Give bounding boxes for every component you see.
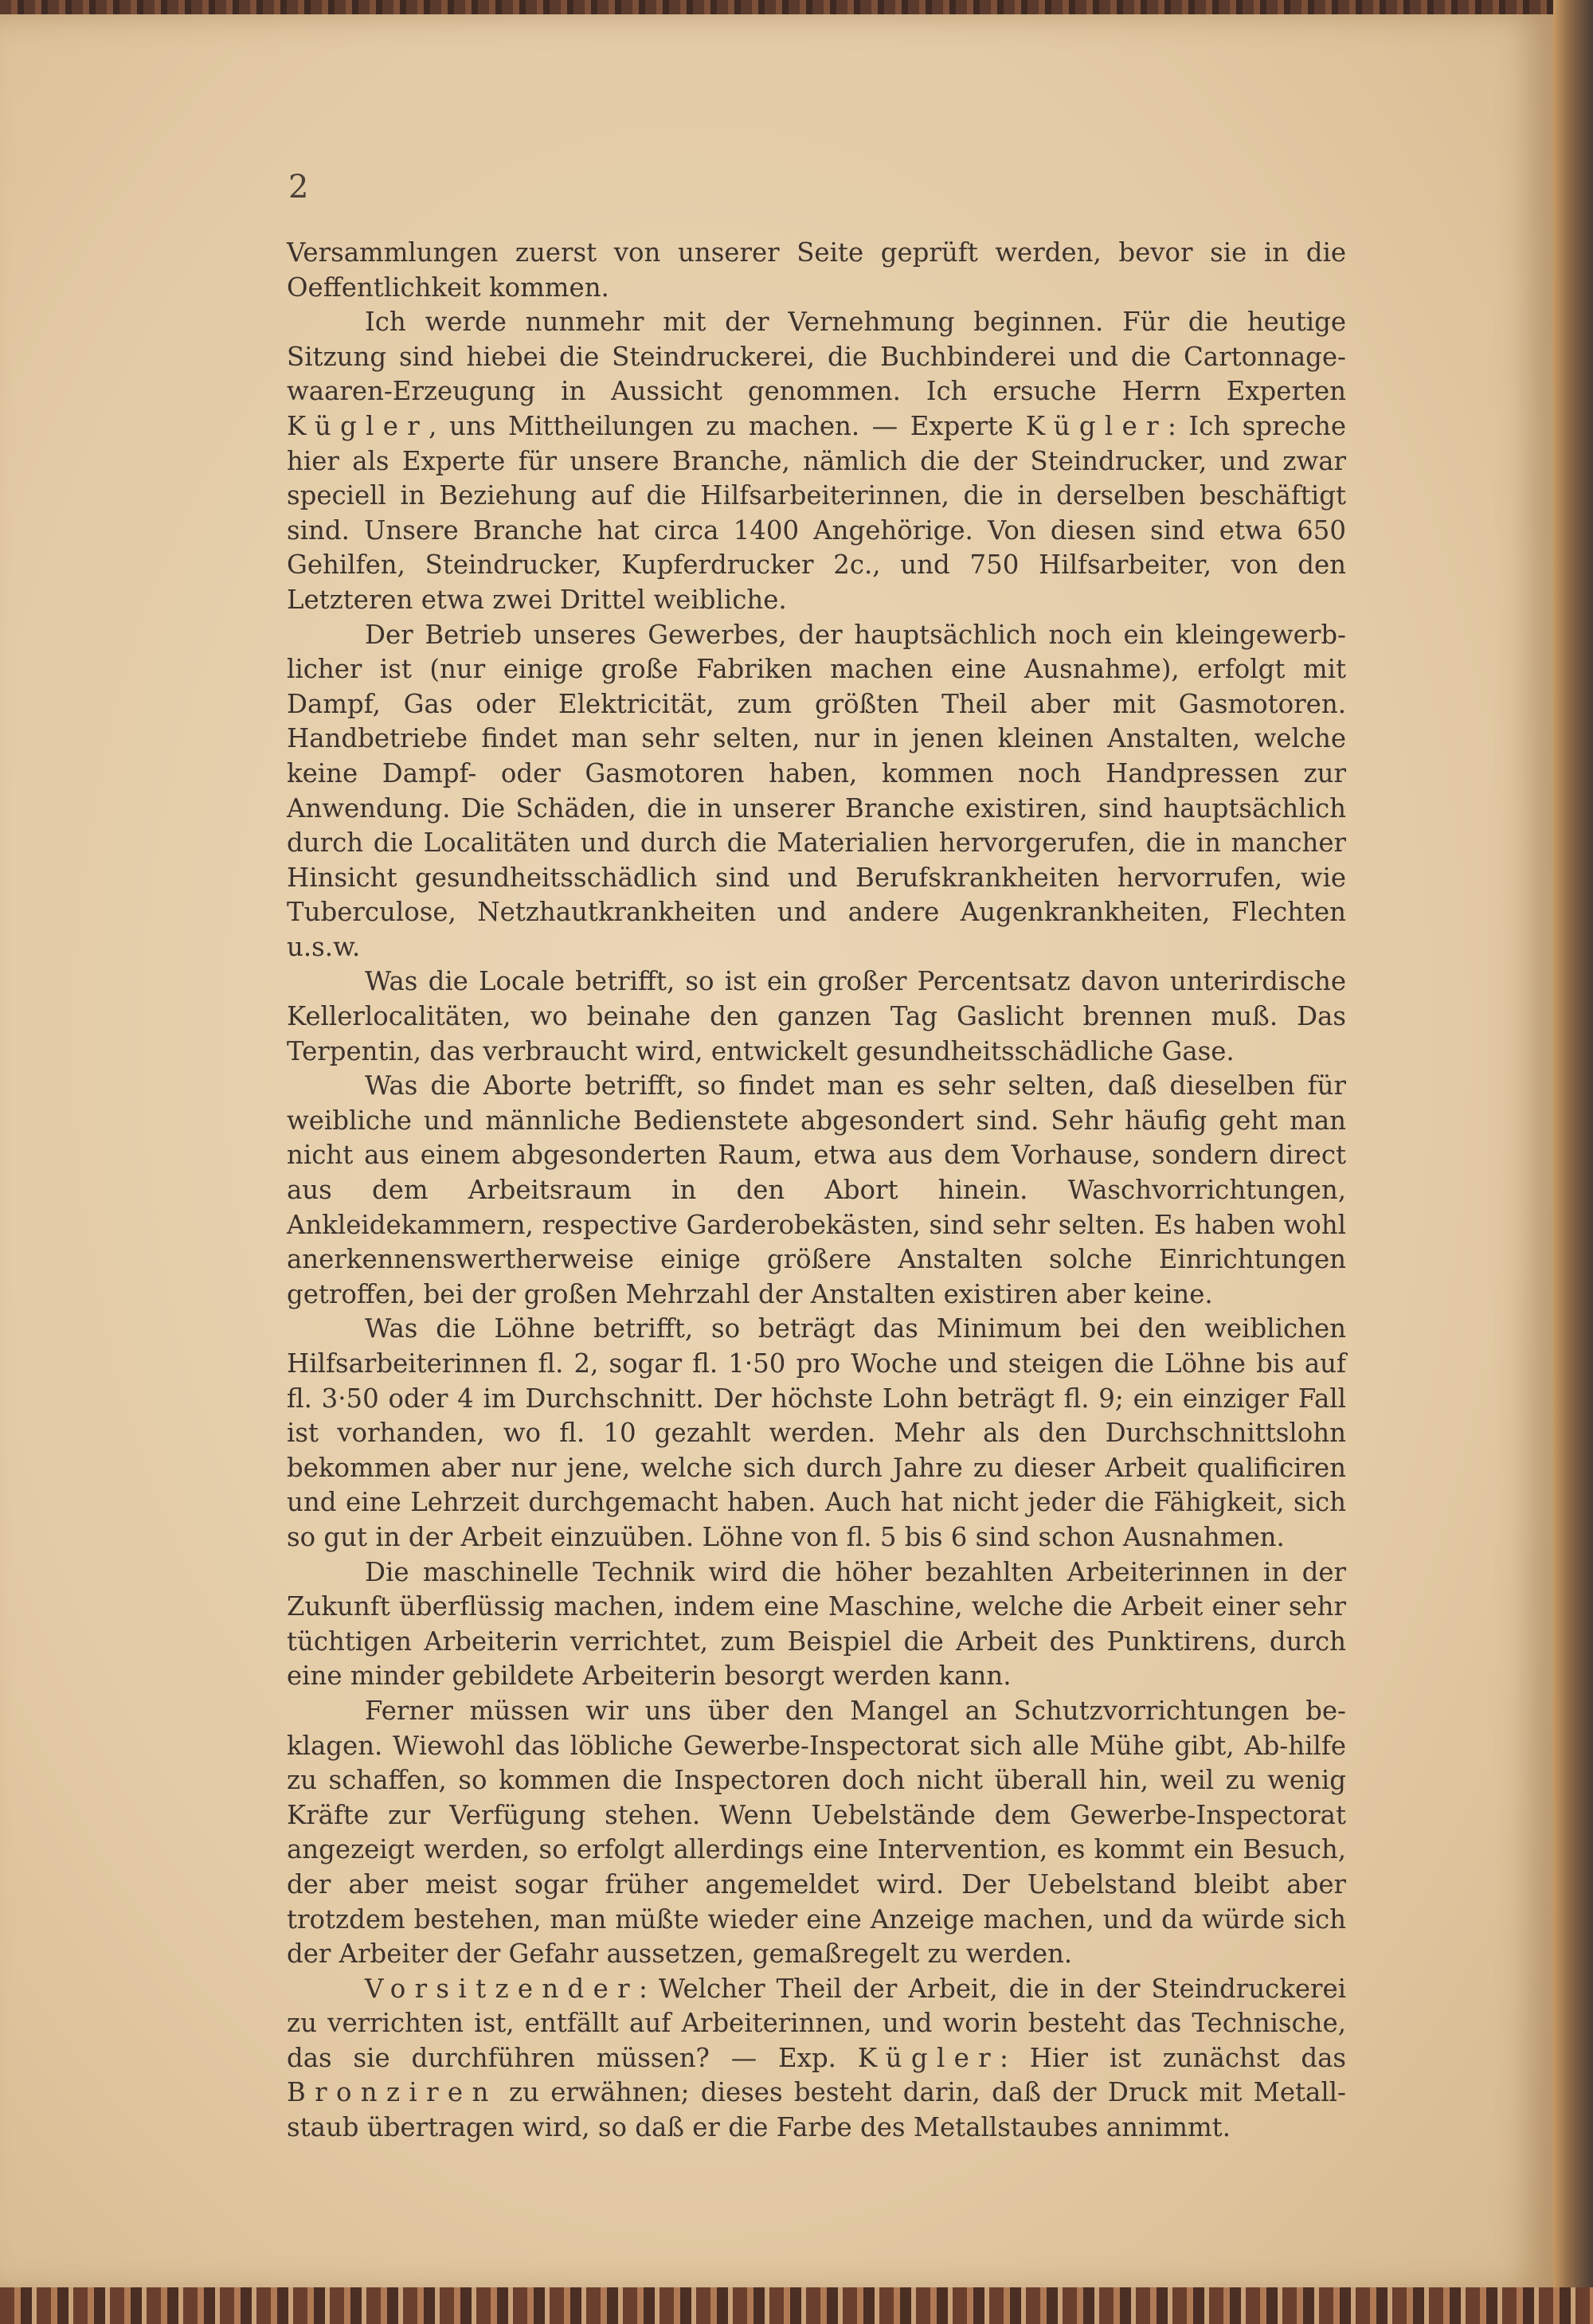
text-run: zu erwähnen; dieses besteht darin, daß der Druck mit Metall-staub übertragen wird, so daß er die Farbe des Metallstaubes annimmt.: [287, 2077, 1346, 2143]
paragraph: Die maschinelle Technik wird die höher bezahlten Arbeiterinnen in der Zukunft überflüssig machen, indem eine Maschine, welche die Arbeit einer sehr tüchtigen Arbeiterin verrichtet, zum Beispiel die Arbeit des Punktirens, durch eine minder gebildete Arbeiterin besorgt werden kann.: [287, 1556, 1346, 1692]
paragraph: Versammlungen zuerst von unserer Seite geprüft werden, bevor sie in die Oeffentlichkeit kommen.: [287, 237, 1346, 303]
paragraph: [287, 1972, 1346, 2146]
text-run: Ich werde nunmehr mit der Vernehmung beginnen. Für die heutige Sitzung sind hiebei die Steindruckerei, die Buchbinderei und die Cartonnage-waaren-Erzeugung in Aussicht genommen. Ich ersuche Herrn Experten: [287, 307, 1346, 407]
text-run: : Welcher Theil der Arbeit, die in der Steindruckerei zu verrichten ist, entfällt auf Arbeiterinnen, und worin besteht das Technische, das sie durchführen müssen? — Exp.: [287, 1973, 1346, 2073]
page-number: 2: [288, 169, 309, 205]
paragraph: Was die Löhne betrifft, so beträgt das Minimum bei den weiblichen Hilfsarbeiterinnen fl. 2, sogar fl. 1·50 pro Woche und steigen die Löhne bis auf fl. 3·50 oder 4 im Durchschnitt. Der höchste Lohn beträgt fl. 9; ein einziger Fall ist vorhanden, wo fl. 10 gezahlt werden. Mehr als den Durchschnittslohn bekommen aber nur jene, welche sich durch Jahre zu dieser Arbeit qualificiren und eine Lehrzeit durchgemacht haben. Auch hat nicht jeder die Fähigkeit, sich so gut in der Arbeit einzuüben. Löhne von fl. 5 bis 6 sind schon Ausnahmen.: [287, 1313, 1346, 1552]
speaker-name: Kügler: [857, 2042, 1000, 2073]
speaker-name: Kügler: [1025, 410, 1168, 441]
text-run: , uns Mittheilungen zu machen. — Experte: [429, 410, 1026, 441]
book-binding-bottom: [0, 2287, 1593, 2324]
speaker-name: Vorsitzender: [365, 1973, 639, 2004]
paragraph: Ferner müssen wir uns über den Mangel an Schutzvorrichtungen be-klagen. Wiewohl das löbliche Gewerbe-Inspectorat sich alle Mühe gibt, Ab-hilfe zu schaffen, so kommen die Inspectoren doch nicht überall hin, weil zu wenig Kräfte zur Verfügung stehen. Wenn Uebelstände dem Gewerbe-Inspectorat angezeigt werden, so erfolgt allerdings eine Intervention, es kommt ein Besuch, der aber meist sogar früher angemeldet wird. Der Uebelstand bleibt aber trotzdem bestehen, man müßte wieder eine Anzeige machen, und da würde sich der Arbeiter der Gefahr aussetzen, gemaßregelt zu werden.: [287, 1695, 1346, 1970]
paragraph: [287, 305, 1346, 617]
body-text: [287, 236, 1346, 2146]
page-edge-right: [1553, 0, 1593, 2324]
text-run: : Hier ist zunächst das: [999, 2042, 1347, 2073]
speaker-name: Kügler: [287, 410, 429, 441]
emphasized-term: Bronziren: [287, 2077, 498, 2108]
text-run: : Ich spreche hier als Experte für unsere Branche, nämlich die der Steindrucker, und zwar speciell in Beziehung auf die Hilfsarbeiterinnen, die in derselben beschäftigt sind. Unsere Branche hat circa 1400 Angehörige. Von diesen sind etwa 650 Gehilfen, Steindrucker, Kupferdrucker 2c., und 750 Hilfsarbeiter, von den Letzteren etwa zwei Drittel weibliche.: [287, 410, 1346, 615]
paragraph: Der Betrieb unseres Gewerbes, der hauptsächlich noch ein kleingewerb-licher ist (nur einige große Fabriken machen eine Ausnahme), erfolgt mit Dampf, Gas oder Elektricität, zum größten Theil aber mit Gasmotoren. Handbetriebe findet man sehr selten, nur in jenen kleinen Anstalten, welche keine Dampf- oder Gasmotoren haben, kommen noch Handpressen zur Anwendung. Die Schäden, die in unserer Branche existiren, sind hauptsächlich durch die Localitäten und durch die Materialien hervorgerufen, die in mancher Hinsicht gesundheitsschädlich sind und Berufskrankheiten hervorrufen, wie Tuberculose, Netzhautkrankheiten und andere Augenkrankheiten, Flechten u.s.w.: [287, 619, 1346, 962]
paragraph: Was die Aborte betrifft, so findet man es sehr selten, daß dieselben für weibliche und männliche Bedienstete abgesondert sind. Sehr häufig geht man nicht aus einem abgesonderten Raum, etwa aus dem Vorhause, sondern direct aus dem Arbeitsraum in den Abort hinein. Waschvorrichtungen, Ankleidekammern, respective Garderobekästen, sind sehr selten. Es haben wohl anerkennenswertherweise einige größere Anstalten solche Einrichtungen getroffen, bei der großen Mehrzahl der Anstalten existiren aber keine.: [287, 1070, 1346, 1309]
paragraph: Was die Locale betrifft, so ist ein großer Percentsatz davon unterirdische Kellerlocalitäten, wo beinahe den ganzen Tag Gaslicht brennen muß. Das Terpentin, das verbraucht wird, entwickelt gesundheitsschädliche Gase.: [287, 966, 1346, 1066]
